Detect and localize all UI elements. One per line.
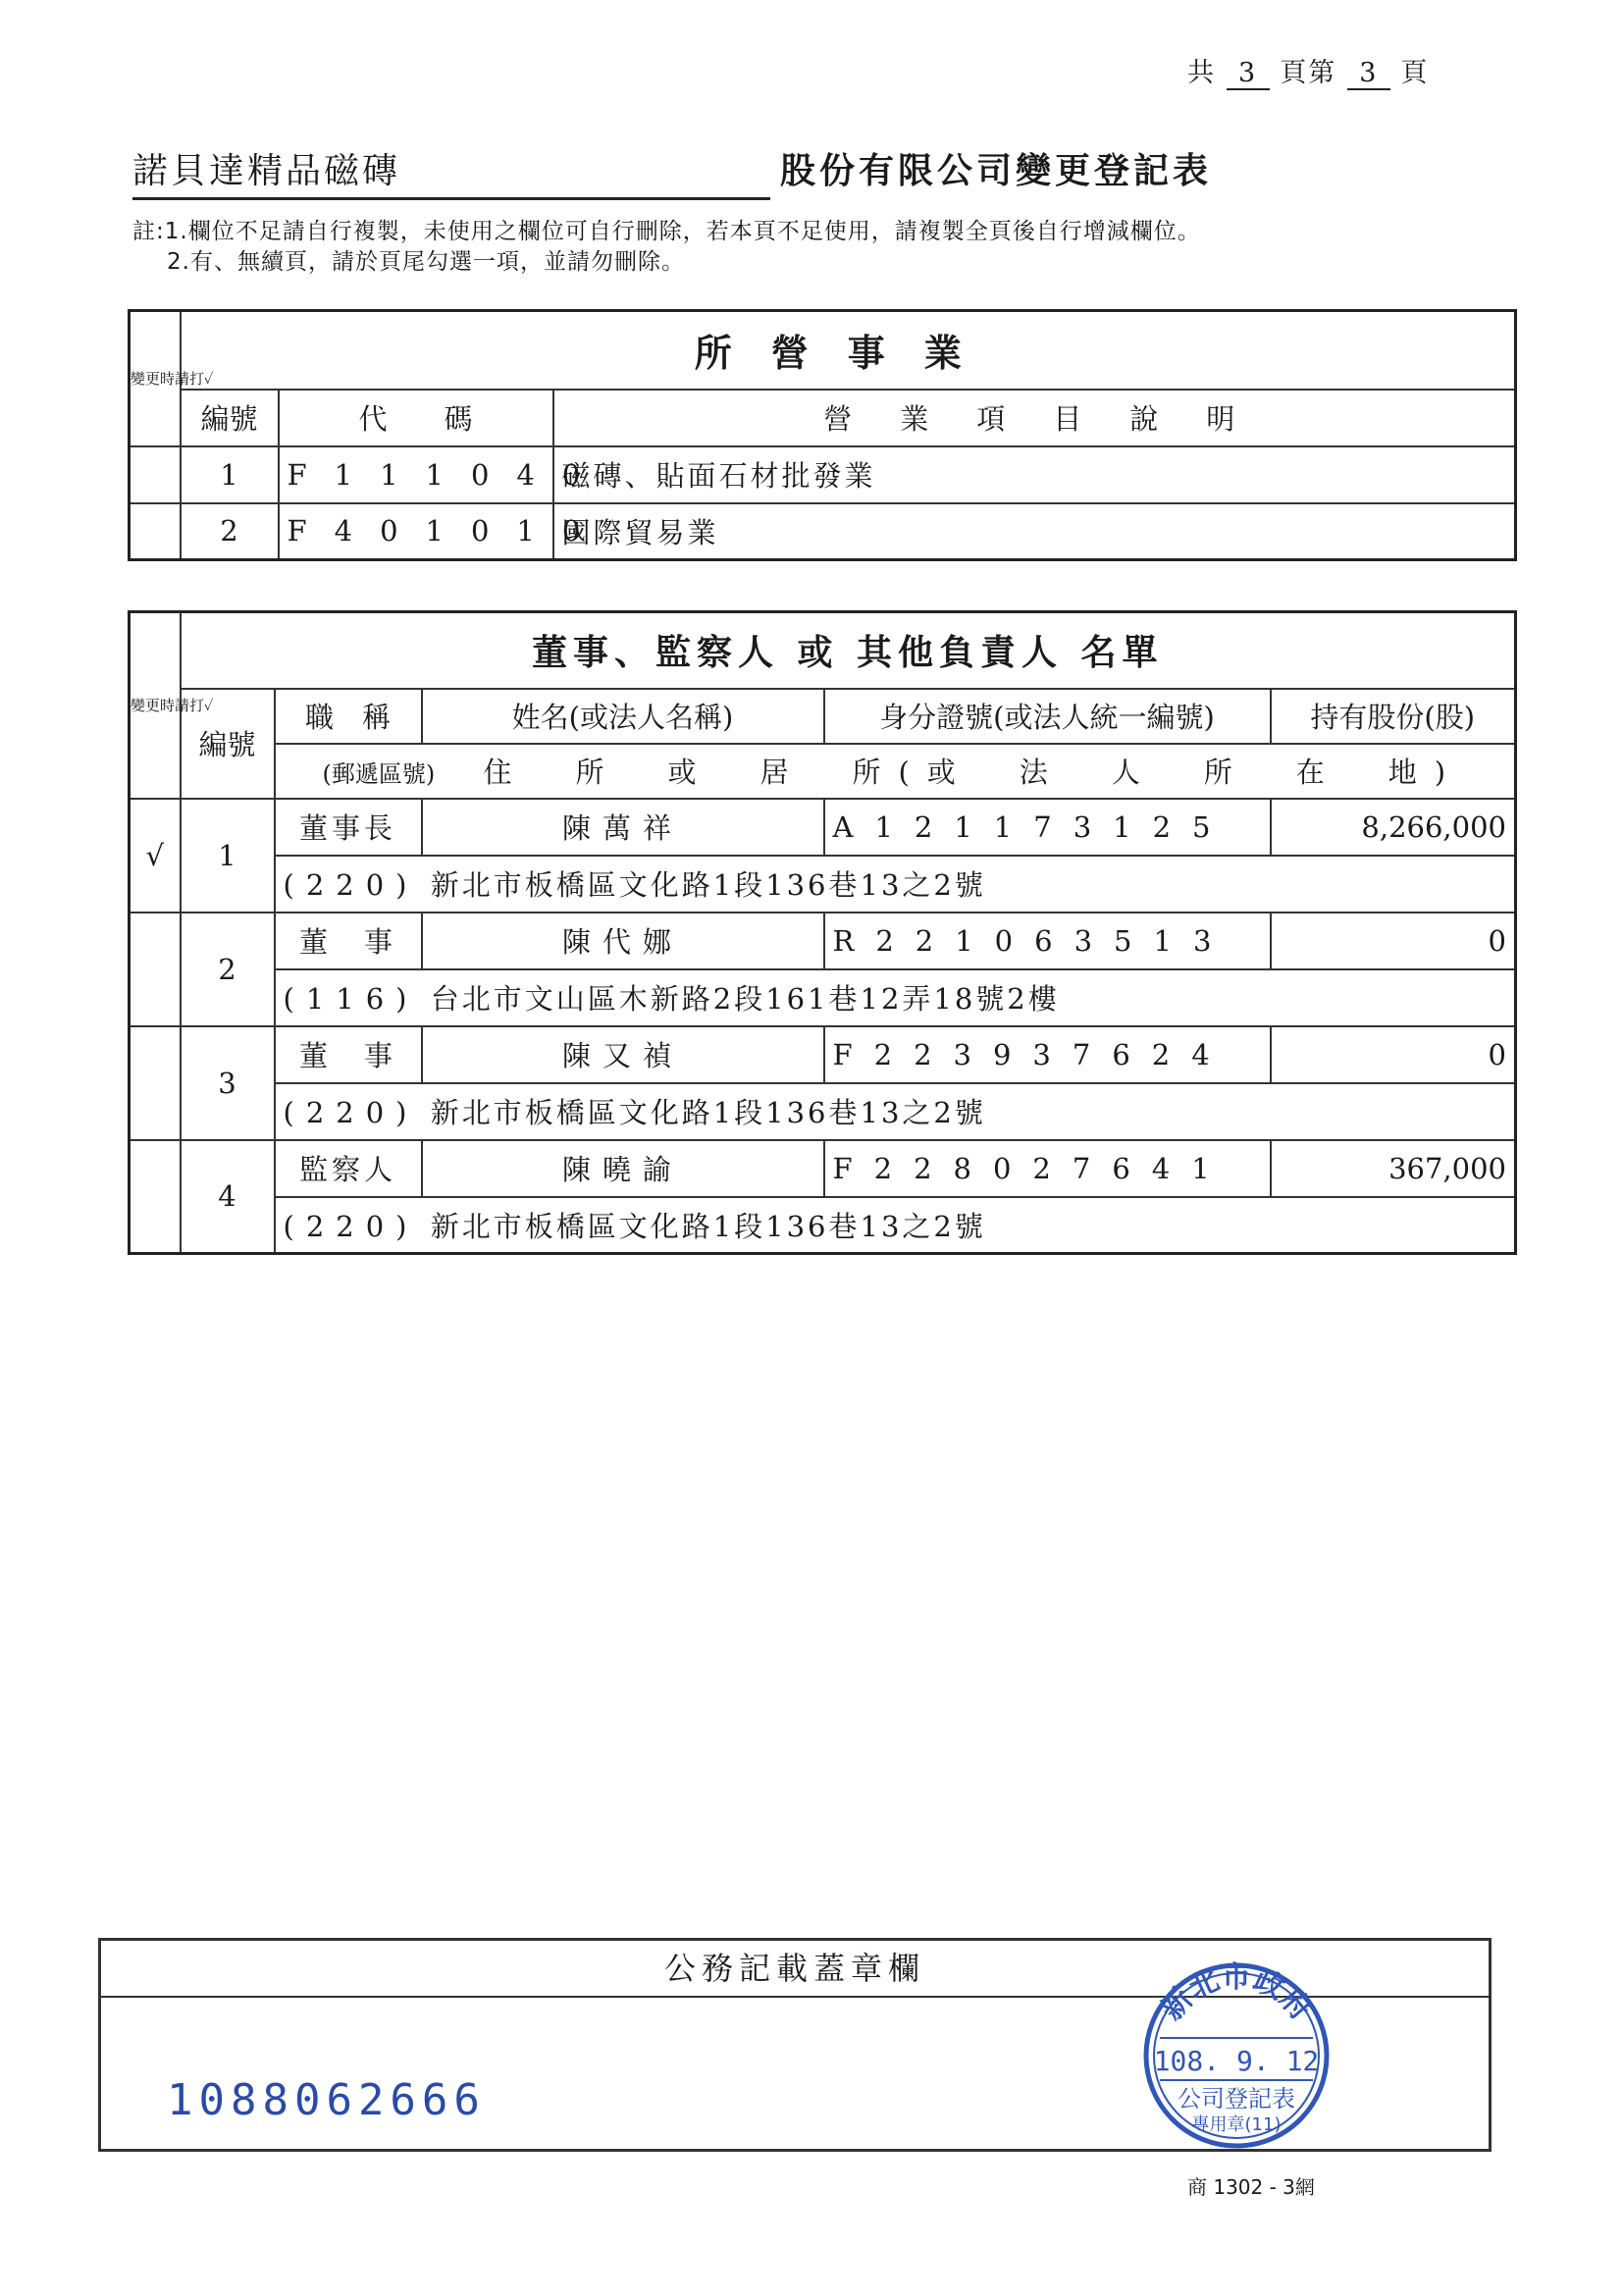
director-address-cell bbox=[275, 1197, 1516, 1254]
director-id: F223937624 bbox=[824, 1026, 1271, 1083]
director-row bbox=[130, 1140, 1516, 1197]
form-title: 股份有限公司變更登記表 bbox=[780, 150, 1213, 191]
col-title: 職 稱 bbox=[275, 689, 422, 744]
col-no: 編號 bbox=[181, 689, 275, 799]
director-row bbox=[130, 913, 1516, 969]
change-mark bbox=[130, 1140, 181, 1254]
director-address: 新北市板橋區文化路1段136巷13之2號 bbox=[430, 868, 986, 902]
director-row bbox=[130, 1026, 1516, 1083]
col-shares: 持有股份(股) bbox=[1271, 689, 1516, 744]
official-seal bbox=[1138, 1957, 1335, 2154]
col-id: 身分證號(或法人統一編號) bbox=[824, 689, 1271, 744]
row-no: 2 bbox=[181, 503, 279, 560]
director-address-cell bbox=[275, 856, 1516, 913]
director-id: F228027641 bbox=[824, 1140, 1271, 1197]
director-zip: (220) bbox=[283, 868, 419, 902]
business-header: 所營事業 bbox=[181, 311, 1516, 390]
director-address: 新北市板橋區文化路1段136巷13之2號 bbox=[430, 1209, 986, 1243]
business-row bbox=[130, 503, 1516, 560]
director-title: 監察人 bbox=[275, 1140, 422, 1197]
col-zip: (郵遞區號) bbox=[322, 760, 436, 788]
form-number: 商 1302 - 3網 bbox=[1187, 2175, 1315, 2199]
change-mark-label: 變更時請打✓ bbox=[130, 612, 181, 799]
director-shares: 0 bbox=[1271, 1026, 1516, 1083]
director-address: 新北市板橋區文化路1段136巷13之2號 bbox=[430, 1096, 986, 1129]
row-no: 3 bbox=[181, 1026, 275, 1140]
business-code: F401010 bbox=[279, 503, 553, 560]
row-no: 4 bbox=[181, 1140, 275, 1254]
director-shares: 367,000 bbox=[1271, 1140, 1516, 1197]
director-zip: (116) bbox=[283, 982, 419, 1016]
change-mark bbox=[130, 503, 181, 560]
director-name: 陳萬祥 bbox=[422, 799, 824, 856]
total-pages: 3 bbox=[1227, 59, 1270, 90]
director-id: R221063513 bbox=[824, 913, 1271, 969]
note-1: 註:1.欄位不足請自行複製，未使用之欄位可自行刪除，若本頁不足使用，請複製全頁後自行增減欄位。 bbox=[132, 219, 1201, 244]
business-table bbox=[128, 309, 1517, 561]
change-mark: √ bbox=[130, 799, 181, 913]
col-address-row bbox=[275, 744, 1516, 799]
director-shares: 8,266,000 bbox=[1271, 799, 1516, 856]
seal-bottom-text-1: 公司登記表 bbox=[1178, 2085, 1295, 2113]
col-no: 編號 bbox=[181, 390, 279, 446]
business-desc: 磁磚、貼面石材批發業 bbox=[553, 446, 1516, 503]
director-name: 陳又禎 bbox=[422, 1026, 824, 1083]
change-mark bbox=[130, 1026, 181, 1140]
director-address-cell bbox=[275, 1083, 1516, 1140]
directors-table bbox=[128, 610, 1517, 1255]
note-2: 2.有、無續頁，請於頁尾勾選一項，並請勿刪除。 bbox=[167, 249, 685, 275]
directors-header: 董事、監察人 或 其他負責人 名單 bbox=[181, 612, 1516, 689]
company-name: 諾貝達精品磁磚 bbox=[132, 143, 770, 200]
change-mark bbox=[130, 446, 181, 503]
seal-date: 108. 9. 12 bbox=[1153, 2045, 1320, 2077]
col-address: 住 所 或 居 所(或 法 人 所 在 地) bbox=[483, 756, 1464, 789]
stamp-number: 1088062666 bbox=[167, 2075, 486, 2125]
director-zip: (220) bbox=[283, 1096, 419, 1129]
director-id: A121173125 bbox=[824, 799, 1271, 856]
official-header: 公務記載蓋章欄 bbox=[101, 1941, 1489, 1998]
director-zip: (220) bbox=[283, 1209, 419, 1243]
change-mark-label: 變更時請打✓ bbox=[130, 311, 181, 446]
business-code: F111040 bbox=[279, 446, 553, 503]
row-no: 1 bbox=[181, 799, 275, 913]
col-code: 代 碼 bbox=[279, 390, 553, 446]
row-no: 1 bbox=[181, 446, 279, 503]
director-address: 台北市文山區木新路2段161巷12弄18號2樓 bbox=[430, 982, 1060, 1016]
director-address-cell bbox=[275, 969, 1516, 1026]
seal-top-text: 新北市政府 bbox=[1154, 1960, 1319, 2027]
row-no: 2 bbox=[181, 913, 275, 1026]
director-title: 董 事 bbox=[275, 913, 422, 969]
director-title: 董 事 bbox=[275, 1026, 422, 1083]
change-mark bbox=[130, 913, 181, 1026]
director-title: 董事長 bbox=[275, 799, 422, 856]
director-row bbox=[130, 799, 1516, 856]
seal-bottom-text-2: 專用章(11) bbox=[1191, 2114, 1282, 2135]
col-desc: 營 業 項 目 說 明 bbox=[553, 390, 1516, 446]
col-name: 姓名(或法人名稱) bbox=[422, 689, 824, 744]
director-name: 陳代娜 bbox=[422, 913, 824, 969]
director-name: 陳曉諭 bbox=[422, 1140, 824, 1197]
business-row bbox=[130, 446, 1516, 503]
director-shares: 0 bbox=[1271, 913, 1516, 969]
page-indicator: 共 3 頁第 3 頁 bbox=[1187, 58, 1430, 88]
business-desc: 國際貿易業 bbox=[553, 503, 1516, 560]
current-page: 3 bbox=[1347, 59, 1390, 90]
